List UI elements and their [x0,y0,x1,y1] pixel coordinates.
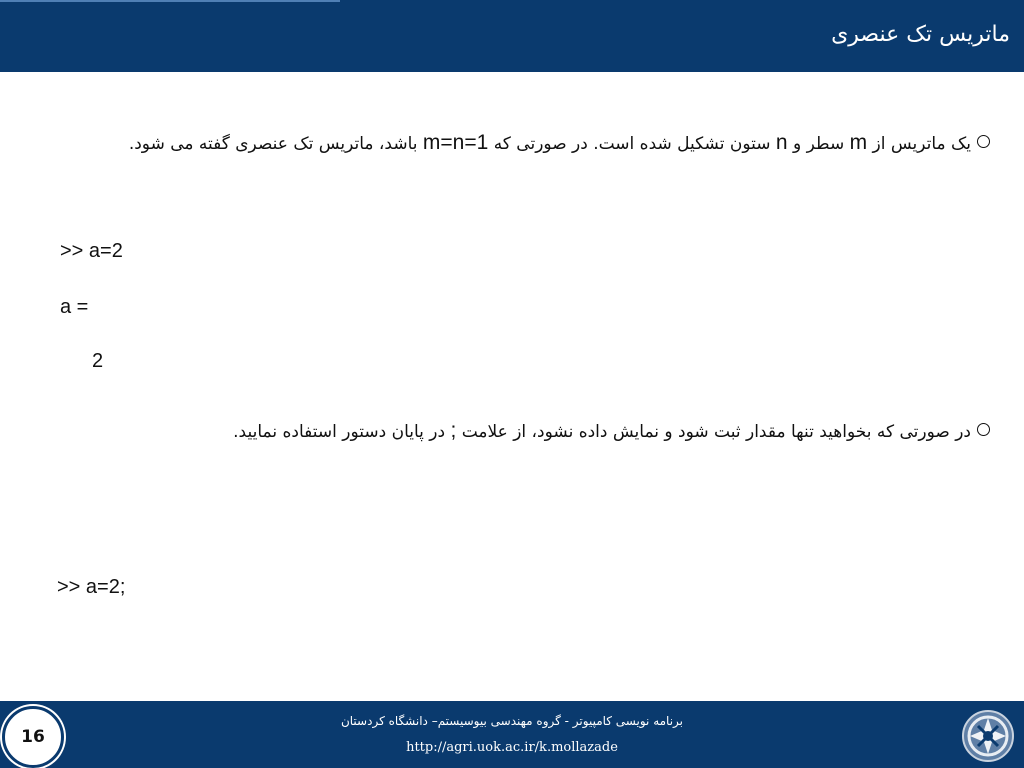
code-line-command: >> a=2 [60,240,123,262]
header-divider [0,72,1024,74]
header-accent-line [0,0,340,2]
page-number-badge: 16 [2,706,64,768]
bullet-semicolon-tip [40,405,990,458]
footer-bar [0,701,1024,768]
bullet1-condition: m=n=1 [422,131,489,154]
bullet1-text-b: سطر و [793,134,845,154]
footer-course-text: برنامه نویسی کامپیوتر - گروه مهندسی بیوسیستم– دانشگاه کردستان [340,714,684,728]
bullet1-var-n: n [775,131,788,154]
bullet-matrix-definition [40,117,990,170]
bullet1-text-c: ستون تشکیل شده است. در صورتی که [493,134,771,154]
bullet2-text-a: در صورتی که بخواهید تنها مقدار ثبت شود و نمایش داده نشود، از علامت [461,422,971,442]
bullet2-symbol: ; [450,419,457,442]
footer-url[interactable]: http://agri.uok.ac.ir/k.mollazade [406,740,618,755]
bullet1-text-d: باشد، ماتریس تک عنصری گفته می شود. [128,134,418,154]
code-line-suppressed: >> a=2; [57,576,126,598]
bullet-circle-icon [977,423,990,436]
bullet2-text-b: در پایان دستور استفاده نمایید. [233,422,446,442]
code-line-output-value: 2 [92,350,104,372]
bullet1-var-m: m [849,131,868,154]
code-line-output-name: a = [60,296,89,318]
slide-title: ماتریس تک عنصری [831,22,1010,47]
bullet-circle-icon [977,135,990,148]
university-logo-icon [961,709,1015,763]
header-bar [0,0,1024,72]
bullet1-text-a: یک ماتریس از [872,134,971,154]
